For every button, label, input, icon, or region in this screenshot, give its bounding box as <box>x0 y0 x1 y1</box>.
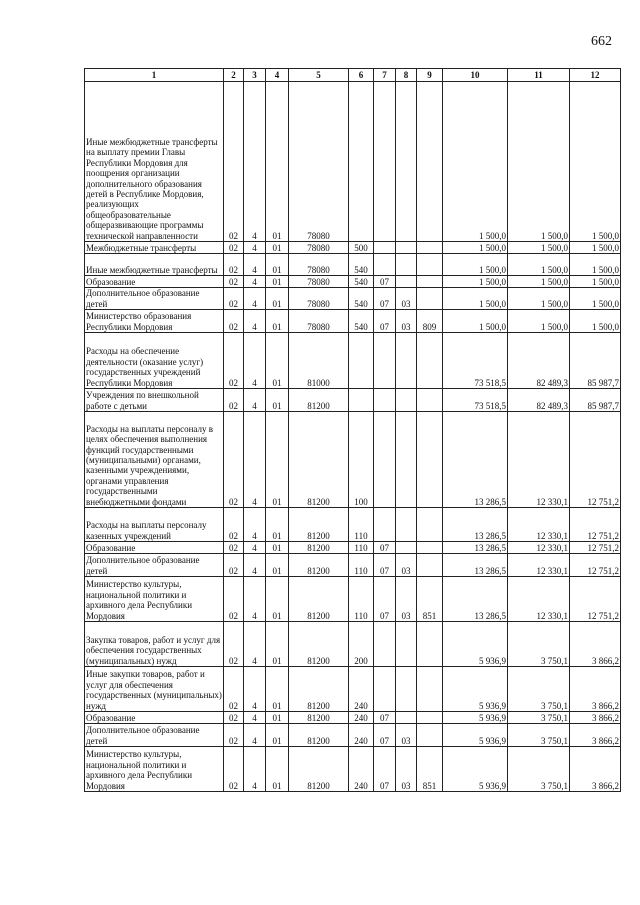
row-label-cell: Министерство образования Республики Мордовия <box>85 310 224 333</box>
table-cell: 13 286,5 <box>443 554 508 577</box>
table-cell <box>396 712 417 724</box>
column-header-7: 7 <box>374 69 396 82</box>
table-cell: 540 <box>349 254 374 276</box>
table-cell: 02 <box>224 276 244 288</box>
column-header-5: 5 <box>289 69 349 82</box>
table-cell: 3 750,1 <box>508 724 570 747</box>
table-cell: 78080 <box>289 82 349 242</box>
table-cell: 01 <box>266 254 289 276</box>
column-header-3: 3 <box>244 69 266 82</box>
page-number: 662 <box>591 34 612 49</box>
table-cell: 02 <box>224 412 244 508</box>
table-cell: 4 <box>244 288 266 310</box>
table-cell <box>396 276 417 288</box>
table-cell: 5 936,9 <box>443 712 508 724</box>
row-label-cell: Министерство культуры, национальной политики и архивного дела Республики Мордовия <box>85 577 224 622</box>
table-cell: 82 489,3 <box>508 389 570 412</box>
table-cell: 07 <box>374 724 396 747</box>
table-cell <box>417 412 443 508</box>
table-cell: 12 751,2 <box>570 412 621 508</box>
row-label-cell: Образование <box>85 276 224 288</box>
table-cell <box>396 333 417 389</box>
table-cell <box>417 542 443 554</box>
table-cell: 81200 <box>289 712 349 724</box>
table-row <box>85 667 621 712</box>
table-row <box>85 508 621 542</box>
table-cell <box>417 667 443 712</box>
table-cell: 02 <box>224 554 244 577</box>
table-cell: 540 <box>349 288 374 310</box>
table-cell: 78080 <box>289 310 349 333</box>
table-cell: 4 <box>244 577 266 622</box>
table-cell: 3 750,1 <box>508 747 570 792</box>
column-header-9: 9 <box>417 69 443 82</box>
table-cell <box>374 622 396 667</box>
table-cell: 03 <box>396 724 417 747</box>
table-cell: 12 751,2 <box>570 554 621 577</box>
table-cell: 200 <box>349 622 374 667</box>
table-cell: 12 751,2 <box>570 508 621 542</box>
table-cell: 3 750,1 <box>508 622 570 667</box>
table-cell: 81200 <box>289 622 349 667</box>
table-cell: 01 <box>266 333 289 389</box>
table-cell: 81200 <box>289 542 349 554</box>
table-cell: 240 <box>349 712 374 724</box>
table-row <box>85 333 621 389</box>
table-cell: 07 <box>374 542 396 554</box>
table-cell: 02 <box>224 712 244 724</box>
table-row <box>85 242 621 254</box>
table-cell: 13 286,5 <box>443 412 508 508</box>
table-cell: 1 500,0 <box>508 82 570 242</box>
table-row <box>85 577 621 622</box>
table-cell: 12 751,2 <box>570 542 621 554</box>
table-cell: 02 <box>224 508 244 542</box>
table-cell: 81200 <box>289 554 349 577</box>
table-cell <box>374 667 396 712</box>
table-cell: 240 <box>349 747 374 792</box>
table-cell: 81200 <box>289 724 349 747</box>
table-row <box>85 82 621 242</box>
table-cell: 02 <box>224 242 244 254</box>
table-cell: 78080 <box>289 254 349 276</box>
budget-table <box>84 68 621 792</box>
table-cell: 81200 <box>289 412 349 508</box>
table-cell: 110 <box>349 542 374 554</box>
table-cell: 1 500,0 <box>443 288 508 310</box>
table-cell: 1 500,0 <box>508 310 570 333</box>
table-cell <box>417 333 443 389</box>
table-row <box>85 310 621 333</box>
table-cell: 13 286,5 <box>443 508 508 542</box>
table-row <box>85 724 621 747</box>
table-cell: 851 <box>417 747 443 792</box>
table-cell <box>396 667 417 712</box>
table-cell: 4 <box>244 622 266 667</box>
table-cell: 02 <box>224 288 244 310</box>
table-cell: 02 <box>224 577 244 622</box>
table-cell: 07 <box>374 276 396 288</box>
table-cell: 1 500,0 <box>570 310 621 333</box>
column-header-10: 10 <box>443 69 508 82</box>
table-cell <box>417 389 443 412</box>
column-header-1: 1 <box>85 69 224 82</box>
row-label-cell: Иные закупки товаров, работ и услуг для обеспечения государственных (муниципальных) нужд <box>85 667 224 712</box>
table-cell: 3 866,2 <box>570 622 621 667</box>
table-cell: 110 <box>349 508 374 542</box>
table-cell: 03 <box>396 577 417 622</box>
table-cell: 13 286,5 <box>443 542 508 554</box>
table-row <box>85 389 621 412</box>
table-cell: 03 <box>396 554 417 577</box>
row-label-cell: Образование <box>85 542 224 554</box>
table-cell: 809 <box>417 310 443 333</box>
table-cell: 78080 <box>289 276 349 288</box>
column-header-2: 2 <box>224 69 244 82</box>
table-cell: 3 866,2 <box>570 712 621 724</box>
table-cell <box>374 254 396 276</box>
table-cell: 4 <box>244 242 266 254</box>
table-cell: 1 500,0 <box>570 254 621 276</box>
table-cell: 540 <box>349 310 374 333</box>
table-cell: 02 <box>224 622 244 667</box>
table-cell <box>417 622 443 667</box>
table-cell: 81200 <box>289 389 349 412</box>
header-row <box>85 69 621 82</box>
table-cell <box>374 508 396 542</box>
column-header-6: 6 <box>349 69 374 82</box>
table-cell: 01 <box>266 577 289 622</box>
table-cell: 81200 <box>289 747 349 792</box>
table-cell: 5 936,9 <box>443 622 508 667</box>
table-cell: 5 936,9 <box>443 747 508 792</box>
row-label-cell: Иные межбюджетные трансферты <box>85 254 224 276</box>
table-cell: 4 <box>244 310 266 333</box>
table-cell <box>417 254 443 276</box>
column-header-11: 11 <box>508 69 570 82</box>
table-cell <box>417 554 443 577</box>
table-cell <box>396 542 417 554</box>
table-cell: 110 <box>349 554 374 577</box>
row-label-cell: Расходы на выплаты персоналу казенных учреждений <box>85 508 224 542</box>
table-cell <box>396 622 417 667</box>
row-label-cell: Расходы на выплаты персоналу в целях обеспечения выполнения функций государственными (муниципальными) органами, казенными учреждениями, органами управления государственными внебюджетными фондами <box>85 412 224 508</box>
table-cell: 1 500,0 <box>443 242 508 254</box>
table-cell: 540 <box>349 276 374 288</box>
table-cell: 13 286,5 <box>443 577 508 622</box>
table-cell: 240 <box>349 667 374 712</box>
table-cell <box>396 82 417 242</box>
table-cell: 4 <box>244 542 266 554</box>
table-cell: 4 <box>244 82 266 242</box>
table-row <box>85 622 621 667</box>
table-cell: 81200 <box>289 667 349 712</box>
table-cell <box>396 412 417 508</box>
table-cell: 3 866,2 <box>570 724 621 747</box>
table-cell: 02 <box>224 310 244 333</box>
table-cell <box>417 242 443 254</box>
table-cell: 4 <box>244 254 266 276</box>
table-cell: 01 <box>266 389 289 412</box>
table-cell: 03 <box>396 310 417 333</box>
table-cell <box>349 82 374 242</box>
table-cell <box>417 82 443 242</box>
table-row <box>85 712 621 724</box>
table-cell: 01 <box>266 288 289 310</box>
table-cell: 03 <box>396 747 417 792</box>
table-cell: 01 <box>266 542 289 554</box>
table-cell: 01 <box>266 242 289 254</box>
row-label-cell: Учреждения по внешкольной работе с детьми <box>85 389 224 412</box>
table-cell: 4 <box>244 712 266 724</box>
row-label-cell: Иные межбюджетные трансферты на выплату премии Главы Республики Мордовия для поощрения организации дополнительного образования детей в Республике Мордовия, реализующих общеобразовательные общеразвивающие программы технической направленности <box>85 82 224 242</box>
table-cell: 4 <box>244 508 266 542</box>
row-label-cell: Дополнительное образование детей <box>85 554 224 577</box>
table-cell <box>374 412 396 508</box>
table-cell: 5 936,9 <box>443 667 508 712</box>
table-cell: 01 <box>266 412 289 508</box>
table-cell: 4 <box>244 389 266 412</box>
table-cell: 3 750,1 <box>508 667 570 712</box>
table-cell: 5 936,9 <box>443 724 508 747</box>
table-cell: 851 <box>417 577 443 622</box>
column-header-12: 12 <box>570 69 621 82</box>
table-cell: 02 <box>224 667 244 712</box>
table-cell: 02 <box>224 254 244 276</box>
table-cell: 78080 <box>289 288 349 310</box>
table-cell: 07 <box>374 712 396 724</box>
table-cell: 100 <box>349 412 374 508</box>
table-cell <box>349 389 374 412</box>
table-cell: 85 987,7 <box>570 333 621 389</box>
table-cell <box>374 389 396 412</box>
table-cell: 02 <box>224 724 244 747</box>
table-row <box>85 276 621 288</box>
table-cell: 12 330,1 <box>508 508 570 542</box>
table-cell: 78080 <box>289 242 349 254</box>
table-cell: 12 751,2 <box>570 577 621 622</box>
table-cell: 1 500,0 <box>508 288 570 310</box>
table-cell: 81200 <box>289 577 349 622</box>
table-cell: 110 <box>349 577 374 622</box>
row-label-cell: Министерство культуры, национальной политики и архивного дела Республики Мордовия <box>85 747 224 792</box>
row-label-cell: Межбюджетные трансферты <box>85 242 224 254</box>
table-row <box>85 554 621 577</box>
table-cell: 4 <box>244 724 266 747</box>
table-cell: 1 500,0 <box>570 276 621 288</box>
table-row <box>85 288 621 310</box>
table-cell: 12 330,1 <box>508 542 570 554</box>
table-cell: 03 <box>396 288 417 310</box>
table-cell <box>417 276 443 288</box>
table-cell: 01 <box>266 508 289 542</box>
table-cell: 07 <box>374 288 396 310</box>
table-cell: 02 <box>224 389 244 412</box>
table-cell <box>417 508 443 542</box>
table-cell: 01 <box>266 310 289 333</box>
column-header-4: 4 <box>266 69 289 82</box>
table-cell: 4 <box>244 276 266 288</box>
table-cell: 1 500,0 <box>443 254 508 276</box>
table-cell: 81200 <box>289 508 349 542</box>
table-row <box>85 542 621 554</box>
table-cell: 240 <box>349 724 374 747</box>
table-cell: 02 <box>224 82 244 242</box>
table-cell: 82 489,3 <box>508 333 570 389</box>
table-cell: 01 <box>266 554 289 577</box>
table-cell: 1 500,0 <box>443 276 508 288</box>
row-label-cell: Дополнительное образование детей <box>85 724 224 747</box>
table-cell: 01 <box>266 712 289 724</box>
table-cell <box>396 389 417 412</box>
table-cell <box>417 712 443 724</box>
table-cell: 01 <box>266 724 289 747</box>
table-cell: 1 500,0 <box>508 276 570 288</box>
column-header-8: 8 <box>396 69 417 82</box>
table-cell <box>417 724 443 747</box>
table-cell <box>349 333 374 389</box>
table-cell: 4 <box>244 747 266 792</box>
table-cell <box>396 508 417 542</box>
table-cell <box>396 242 417 254</box>
table-cell: 1 500,0 <box>443 310 508 333</box>
table-cell: 07 <box>374 747 396 792</box>
table-cell: 01 <box>266 747 289 792</box>
row-label-cell: Расходы на обеспечение деятельности (оказание услуг) государственных учреждений Республики Мордовия <box>85 333 224 389</box>
table-cell: 4 <box>244 333 266 389</box>
table-cell: 01 <box>266 622 289 667</box>
table-cell: 1 500,0 <box>570 242 621 254</box>
row-label-cell: Закупка товаров, работ и услуг для обеспечения государственных (муниципальных) нужд <box>85 622 224 667</box>
table-cell: 07 <box>374 554 396 577</box>
row-label-cell: Дополнительное образование детей <box>85 288 224 310</box>
table-cell: 01 <box>266 82 289 242</box>
table-cell <box>374 82 396 242</box>
table-cell: 07 <box>374 577 396 622</box>
table-cell: 85 987,7 <box>570 389 621 412</box>
table-cell: 1 500,0 <box>570 82 621 242</box>
table-cell <box>374 242 396 254</box>
table-row <box>85 254 621 276</box>
table-cell: 73 518,5 <box>443 389 508 412</box>
table-cell: 12 330,1 <box>508 412 570 508</box>
table-cell: 3 866,2 <box>570 667 621 712</box>
table-cell: 3 866,2 <box>570 747 621 792</box>
table-cell <box>396 254 417 276</box>
table-cell: 07 <box>374 310 396 333</box>
table-cell: 73 518,5 <box>443 333 508 389</box>
table-cell: 4 <box>244 412 266 508</box>
table-row <box>85 747 621 792</box>
table-cell <box>374 333 396 389</box>
table-cell: 4 <box>244 554 266 577</box>
table-cell: 1 500,0 <box>443 82 508 242</box>
table-cell: 3 750,1 <box>508 712 570 724</box>
table-cell: 02 <box>224 333 244 389</box>
table-cell: 12 330,1 <box>508 577 570 622</box>
table-cell: 01 <box>266 667 289 712</box>
table-cell <box>417 288 443 310</box>
table-cell: 81000 <box>289 333 349 389</box>
table-cell: 4 <box>244 667 266 712</box>
table-cell: 01 <box>266 276 289 288</box>
table-cell: 1 500,0 <box>570 288 621 310</box>
table-cell: 02 <box>224 542 244 554</box>
table-cell: 02 <box>224 747 244 792</box>
table-cell: 1 500,0 <box>508 242 570 254</box>
table-cell: 1 500,0 <box>508 254 570 276</box>
table-cell: 500 <box>349 242 374 254</box>
table-cell: 12 330,1 <box>508 554 570 577</box>
table-row <box>85 412 621 508</box>
row-label-cell: Образование <box>85 712 224 724</box>
